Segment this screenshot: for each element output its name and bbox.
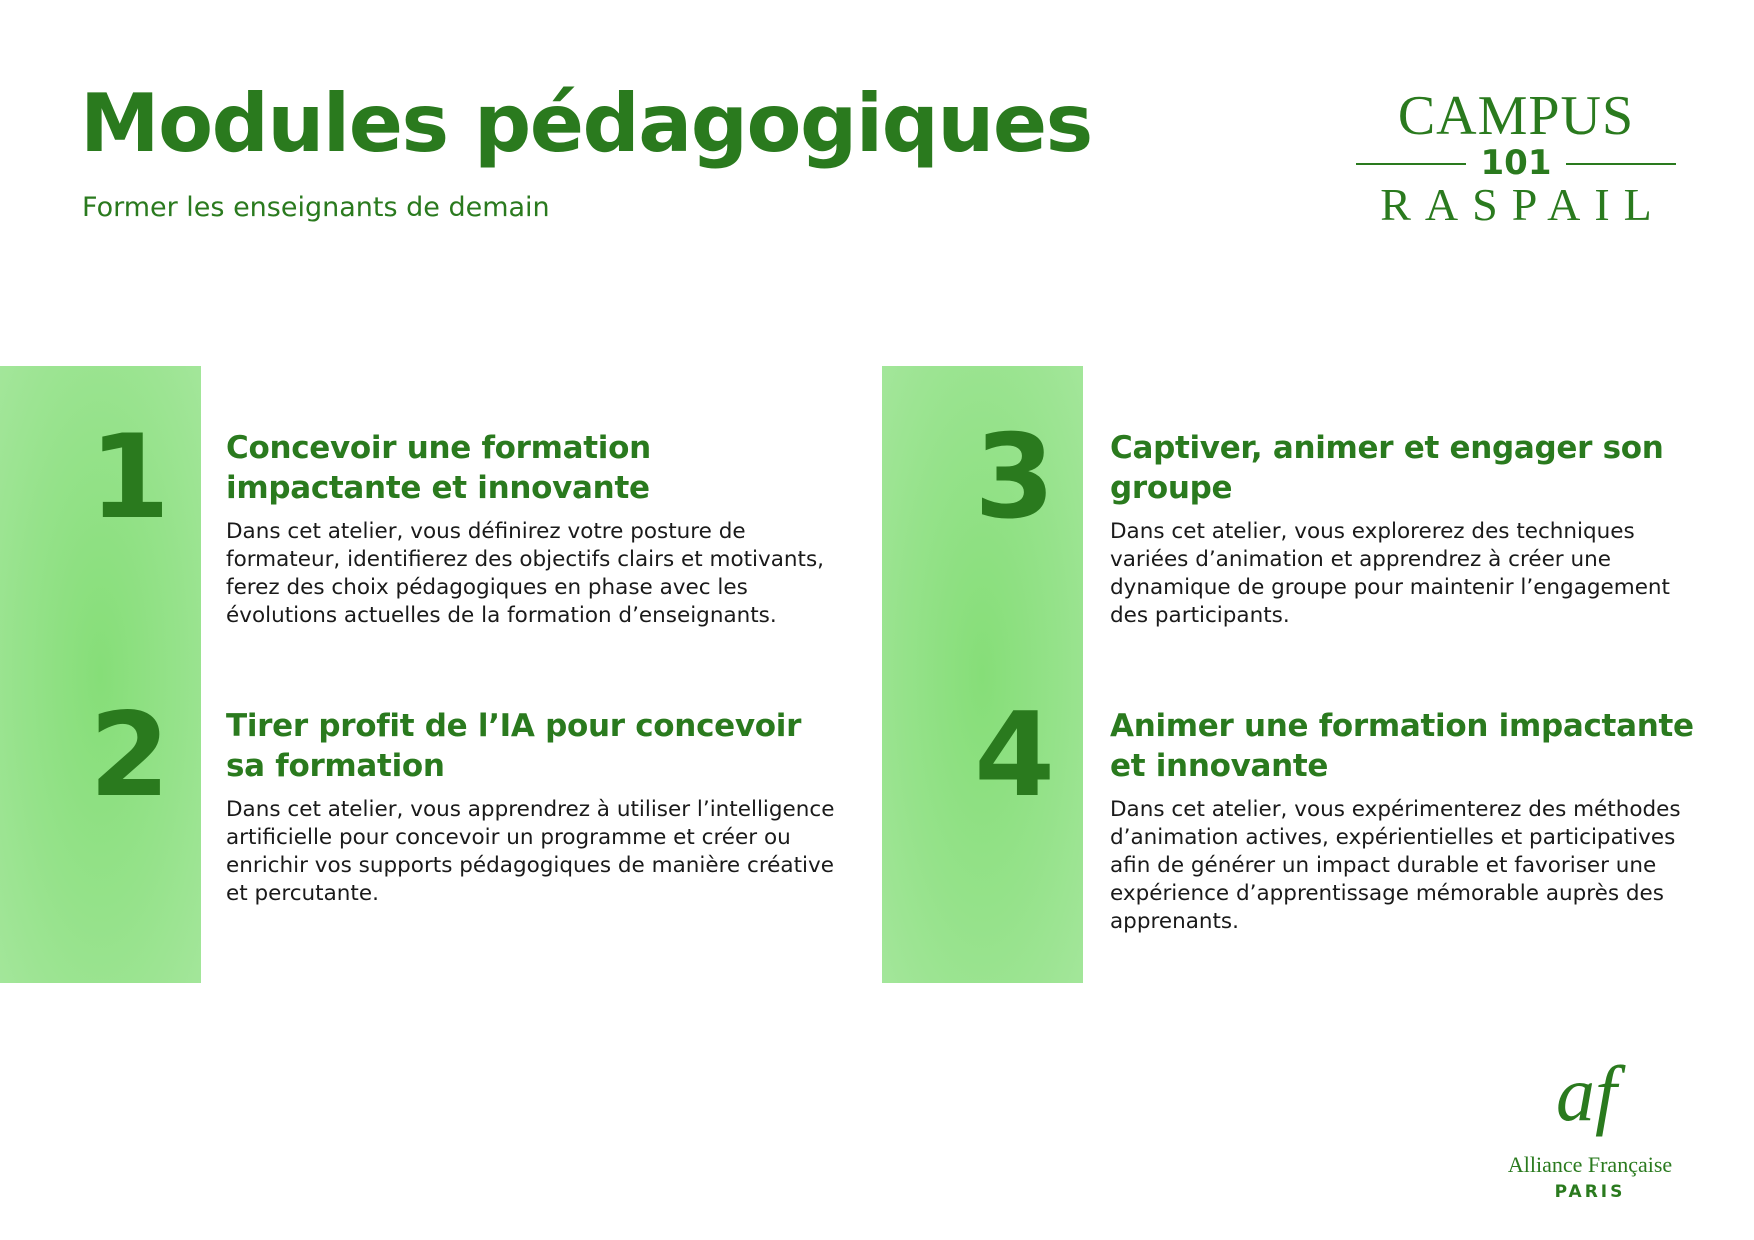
campus-raspail-logo: [1356, 85, 1676, 230]
module-description-3: Dans cet atelier, vous explorerez des techniques variées d’animation et apprendrez à créer une dynamique de groupe pour maintenir l’engagement des participants.: [1110, 519, 1670, 628]
module-card-3: [1110, 428, 1710, 630]
module-number-4: 4: [974, 688, 1055, 823]
svg-text:af: af: [1556, 1052, 1617, 1137]
module-title-2: Tirer profit de l’IA pour concevoir sa formation: [226, 708, 802, 784]
logo-campus-street: RASPAIL: [1380, 179, 1666, 230]
module-title-3: Captiver, animer et engager son groupe: [1110, 430, 1664, 506]
module-card-2: [226, 706, 846, 908]
module-description-4: Dans cet atelier, vous expérimenterez des méthodes d’animation actives, expérientielles et participatives afin de générer un impact durable et favoriser une expérience d’apprentissage mémorable auprès des apprenants.: [1110, 797, 1681, 934]
page-subtitle: Former les enseignants de demain: [82, 192, 550, 223]
module-card-4: [1110, 706, 1710, 936]
module-description-2: Dans cet atelier, vous apprendrez à utiliser l’intelligence artificielle pour concevoir un programme et créer ou enrichir vos supports pédagogiques de manière créative et percutante.: [226, 797, 835, 906]
module-title-1: Concevoir une formation impactante et innovante: [226, 430, 651, 506]
logo-campus-number: 101: [1480, 143, 1552, 183]
page-title: Modules pédagogiques: [80, 77, 1092, 170]
af-city: PARIS: [1554, 1182, 1626, 1202]
alliance-francaise-logo: [1500, 1052, 1680, 1202]
af-name: Alliance Française: [1507, 1152, 1673, 1177]
af-monogram-icon: [1542, 1052, 1638, 1148]
module-number-1: 1: [89, 410, 170, 545]
module-number-3: 3: [974, 410, 1055, 545]
module-card-1: [226, 428, 836, 630]
logo-campus-word: CAMPUS: [1397, 85, 1635, 147]
logo-rule-right: [1566, 163, 1676, 165]
module-description-1: Dans cet atelier, vous définirez votre posture de formateur, identifierez des objectifs clairs et motivants, ferez des choix pédagogiques en phase avec les évolutions actuelles de la formation d’enseignants.: [226, 519, 825, 628]
module-number-2: 2: [89, 688, 170, 823]
module-title-4: Animer une formation impactante et innovante: [1110, 708, 1694, 784]
